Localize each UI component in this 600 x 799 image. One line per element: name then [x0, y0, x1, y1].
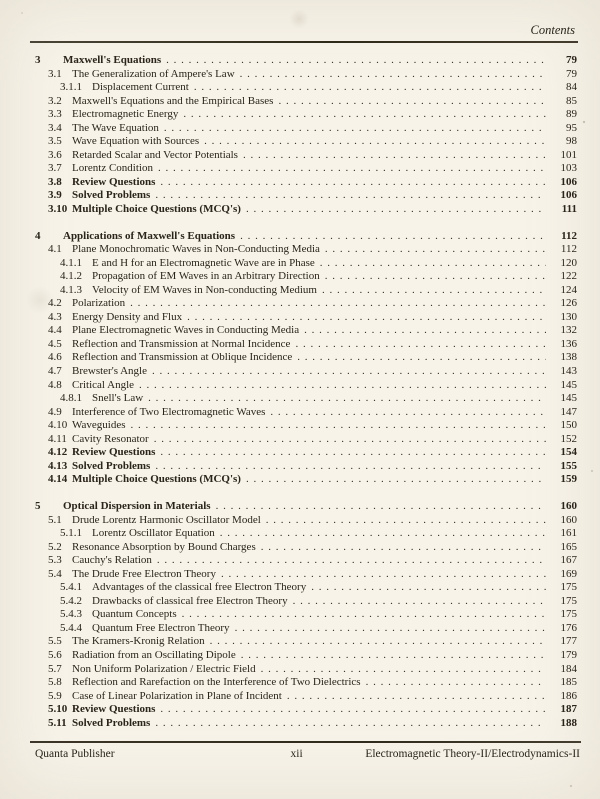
entry-title: Multiple Choice Questions (MCQ's) — [72, 203, 241, 216]
dot-leader — [261, 663, 546, 677]
page-footer — [0, 741, 600, 761]
toc-entry-row — [35, 68, 577, 82]
toc-entry-row — [35, 649, 577, 663]
entry-page-number: 152 — [560, 432, 577, 445]
entry-page-number: 161 — [560, 527, 577, 540]
dot-leader — [311, 581, 546, 595]
entry-page-number: 186 — [560, 689, 577, 702]
dot-leader — [221, 568, 546, 582]
entry-title: Waveguides — [72, 419, 126, 432]
toc-entry-row — [35, 473, 577, 487]
entry-number: 4.9 — [48, 405, 62, 418]
toc-entry-row — [35, 311, 577, 325]
toc-entry-row — [35, 95, 577, 109]
entry-title: Displacement Current — [92, 81, 189, 94]
running-head-contents: Contents — [530, 23, 575, 37]
entry-title: Applications of Maxwell's Equations — [63, 229, 236, 242]
toc-entry-row — [35, 284, 577, 298]
toc-entry-row — [35, 149, 577, 163]
toc-entry-row — [35, 365, 577, 379]
footer-rule — [30, 741, 581, 743]
entry-number: 3.5 — [48, 135, 62, 148]
dot-leader — [293, 595, 546, 609]
entry-number: 4.1 — [48, 243, 62, 256]
entry-title: Lorentz Oscillator Equation — [92, 527, 215, 540]
entry-page-number: 188 — [560, 716, 577, 729]
entry-number: 5.10 — [48, 703, 68, 716]
entry-page-number: 111 — [561, 203, 577, 216]
dot-leader — [304, 324, 546, 338]
dot-leader — [152, 365, 546, 379]
entry-title: Review Questions — [72, 446, 156, 459]
dot-leader — [246, 473, 546, 487]
entry-title: Review Questions — [72, 703, 156, 716]
toc-entry-row — [35, 554, 577, 568]
entry-page-number: 138 — [560, 351, 577, 364]
entry-title: Review Questions — [72, 175, 156, 188]
entry-number: 3.7 — [48, 162, 62, 175]
entry-number: 5.2 — [48, 540, 62, 553]
dot-leader — [204, 135, 546, 149]
entry-title: E and H for an Electromagnetic Wave are in Phase — [92, 256, 315, 269]
dot-leader — [325, 270, 546, 284]
entry-number: 4.2 — [48, 297, 62, 310]
entry-number: 4 — [35, 229, 41, 242]
entry-page-number: 179 — [560, 648, 577, 661]
entry-number: 3.4 — [48, 121, 62, 134]
entry-title: The Kramers-Kronig Relation — [72, 635, 205, 648]
entry-title: Case of Linear Polarization in Plane of Incident — [72, 689, 282, 702]
entry-number: 3.2 — [48, 94, 62, 107]
toc-entry-row — [35, 433, 577, 447]
entry-title: Plane Electromagnetic Waves in Conducting Media — [72, 324, 300, 337]
entry-number: 4.11 — [48, 432, 67, 445]
toc-entry-row — [35, 703, 577, 717]
entry-title: Interference of Two Electromagnetic Waves — [72, 405, 266, 418]
toc-entry-row — [35, 392, 577, 406]
entry-page-number: 103 — [560, 162, 577, 175]
chapter-block — [35, 500, 577, 730]
entry-page-number: 101 — [560, 148, 577, 161]
entry-page-number: 98 — [566, 135, 577, 148]
entry-page-number: 177 — [560, 635, 577, 648]
dot-leader — [366, 676, 546, 690]
toc-entry-row — [35, 622, 577, 636]
entry-title: Plane Monochromatic Waves in Non-Conducting Media — [72, 243, 320, 256]
entry-title: Snell's Law — [92, 392, 144, 405]
entry-page-number: 79 — [566, 67, 577, 80]
entry-title: Quantum Free Electron Theory — [92, 621, 230, 634]
dot-leader — [139, 379, 546, 393]
entry-page-number: 175 — [560, 608, 577, 621]
toc-entry-row — [35, 406, 577, 420]
entry-title: Multiple Choice Questions (MCQ's) — [72, 473, 241, 486]
dot-leader — [160, 446, 546, 460]
entry-number: 4.8.1 — [60, 392, 82, 405]
entry-number: 3.10 — [48, 203, 68, 216]
entry-number: 5.4.2 — [60, 594, 82, 607]
entry-title: Maxwell's Equations and the Empirical Bases — [72, 94, 274, 107]
toc-entry-row — [35, 324, 577, 338]
dot-leader — [155, 717, 546, 731]
entry-page-number: 126 — [560, 297, 577, 310]
folio-page-number: xii — [290, 748, 303, 760]
dot-leader — [241, 649, 546, 663]
entry-page-number: 89 — [566, 108, 577, 121]
entry-number: 3.9 — [48, 189, 62, 202]
entry-page-number: 136 — [560, 337, 577, 350]
entry-number: 3.1.1 — [60, 81, 82, 94]
dot-leader — [131, 419, 547, 433]
book-title: Electromagnetic Theory-II/Electrodynamics-II — [365, 748, 580, 760]
toc-entry-row — [35, 581, 577, 595]
entry-page-number: 150 — [560, 419, 577, 432]
entry-number: 5.8 — [48, 676, 62, 689]
entry-page-number: 159 — [560, 473, 577, 486]
toc-entry-row — [35, 257, 577, 271]
entry-page-number: 130 — [560, 310, 577, 323]
entry-title: Drude Lorentz Harmonic Oscillator Model — [72, 513, 261, 526]
entry-number: 5 — [35, 499, 41, 512]
chapter-heading-row — [35, 54, 577, 68]
entry-title: Lorentz Condition — [72, 162, 153, 175]
dot-leader — [166, 54, 546, 68]
entry-title: Drawbacks of classical free Electron Theory — [92, 594, 288, 607]
dot-leader — [297, 351, 546, 365]
dot-leader — [182, 608, 546, 622]
entry-title: The Generalization of Ampere's Law — [72, 67, 235, 80]
entry-page-number: 175 — [560, 581, 577, 594]
dot-leader — [155, 460, 546, 474]
entry-page-number: 169 — [560, 567, 577, 580]
entry-page-number: 106 — [560, 189, 577, 202]
entry-number: 4.12 — [48, 446, 68, 459]
page-header — [0, 0, 600, 43]
entry-title: Energy Density and Flux — [72, 310, 183, 323]
toc-entry-row — [35, 176, 577, 190]
entry-number: 4.1.1 — [60, 256, 82, 269]
toc-entry-row — [35, 717, 577, 731]
entry-number: 4.5 — [48, 337, 62, 350]
entry-page-number: 112 — [561, 229, 577, 242]
entry-title: Solved Problems — [72, 189, 151, 202]
entry-page-number: 106 — [560, 175, 577, 188]
entry-page-number: 79 — [566, 54, 577, 66]
dot-leader — [240, 68, 546, 82]
entry-title: Wave Equation with Sources — [72, 135, 200, 148]
entry-page-number: 145 — [560, 392, 577, 405]
dot-leader — [148, 392, 546, 406]
dot-leader — [216, 500, 546, 514]
table-of-contents — [35, 54, 577, 730]
dot-leader — [220, 527, 546, 541]
toc-entry-row — [35, 527, 577, 541]
dot-leader — [210, 635, 546, 649]
entry-title: Brewster's Angle — [72, 365, 147, 378]
toc-entry-row — [35, 162, 577, 176]
entry-page-number: 160 — [560, 513, 577, 526]
entry-page-number: 185 — [560, 676, 577, 689]
entry-title: Reflection and Transmission at Oblique Incidence — [72, 351, 293, 364]
toc-entry-row — [35, 541, 577, 555]
dot-leader — [295, 338, 546, 352]
entry-page-number: 145 — [560, 378, 577, 391]
entry-title: Maxwell's Equations — [63, 54, 162, 66]
entry-title: Cauchy's Relation — [72, 554, 152, 567]
entry-title: Propagation of EM Waves in an Arbitrary Direction — [92, 270, 320, 283]
dot-leader — [157, 554, 546, 568]
dot-leader — [240, 230, 546, 244]
toc-entry-row — [35, 690, 577, 704]
entry-title: Reflection and Rarefaction on the Interference of Two Dielectrics — [72, 676, 361, 689]
entry-page-number: 122 — [560, 270, 577, 283]
toc-entry-row — [35, 270, 577, 284]
entry-number: 3.8 — [48, 175, 62, 188]
entry-title: Cavity Resonator — [72, 432, 149, 445]
entry-page-number: 167 — [560, 554, 577, 567]
entry-page-number: 112 — [560, 243, 577, 256]
entry-number: 3.6 — [48, 148, 62, 161]
entry-number: 4.4 — [48, 324, 62, 337]
dot-leader — [246, 203, 546, 217]
dot-leader — [266, 514, 546, 528]
toc-entry-row — [35, 446, 577, 460]
dot-leader — [320, 257, 546, 271]
entry-title: Polarization — [72, 297, 126, 310]
toc-entry-row — [35, 663, 577, 677]
entry-page-number: 120 — [560, 256, 577, 269]
entry-title: Advantages of the classical free Electron Theory — [92, 581, 307, 594]
header-rule — [30, 41, 578, 43]
entry-title: Non Uniform Polarization / Electric Field — [72, 662, 256, 675]
entry-page-number: 147 — [560, 405, 577, 418]
toc-entry-row — [35, 203, 577, 217]
entry-title: The Drude Free Electron Theory — [72, 567, 216, 580]
entry-number: 5.5 — [48, 635, 62, 648]
entry-page-number: 160 — [560, 499, 577, 512]
toc-entry-row — [35, 189, 577, 203]
toc-entry-row — [35, 595, 577, 609]
entry-number: 5.4 — [48, 567, 62, 580]
dot-leader — [261, 541, 546, 555]
toc-entry-row — [35, 608, 577, 622]
entry-number: 4.10 — [48, 419, 68, 432]
entry-page-number: 95 — [566, 121, 577, 134]
entry-page-number: 187 — [560, 703, 577, 716]
entry-page-number: 132 — [560, 324, 577, 337]
entry-page-number: 184 — [560, 662, 577, 675]
entry-number: 5.9 — [48, 689, 62, 702]
entry-number: 4.1.2 — [60, 270, 82, 283]
entry-title: Retarded Scalar and Vector Potentials — [72, 148, 238, 161]
entry-number: 5.11 — [48, 716, 67, 729]
entry-page-number: 165 — [560, 540, 577, 553]
dot-leader — [278, 95, 546, 109]
entry-title: Solved Problems — [72, 716, 151, 729]
entry-number: 5.7 — [48, 662, 62, 675]
toc-entry-row — [35, 676, 577, 690]
entry-number: 3.3 — [48, 108, 62, 121]
publisher-name: Quanta Publisher — [35, 748, 115, 760]
dot-leader — [187, 311, 546, 325]
entry-number: 4.3 — [48, 310, 62, 323]
entry-title: Reflection and Transmission at Normal Incidence — [72, 337, 291, 350]
chapter-heading-row — [35, 500, 577, 514]
entry-title: Quantum Concepts — [92, 608, 177, 621]
entry-number: 4.13 — [48, 459, 68, 472]
dot-leader — [164, 122, 546, 136]
toc-entry-row — [35, 568, 577, 582]
entry-page-number: 84 — [566, 81, 577, 94]
dot-leader — [235, 622, 546, 636]
dot-leader — [155, 189, 546, 203]
dot-leader — [158, 162, 546, 176]
entry-number: 4.1.3 — [60, 283, 82, 296]
entry-page-number: 124 — [560, 283, 577, 296]
entry-page-number: 85 — [566, 94, 577, 107]
dot-leader — [183, 108, 546, 122]
dot-leader — [287, 690, 546, 704]
toc-entry-row — [35, 108, 577, 122]
entry-page-number: 155 — [560, 459, 577, 472]
entry-title: Solved Problems — [72, 459, 151, 472]
entry-title: Electromagnetic Energy — [72, 108, 179, 121]
toc-entry-row — [35, 379, 577, 393]
toc-entry-row — [35, 297, 577, 311]
chapter-block — [35, 54, 577, 217]
toc-entry-row — [35, 635, 577, 649]
entry-number: 3.1 — [48, 67, 62, 80]
chapter-block — [35, 230, 577, 487]
toc-entry-row — [35, 419, 577, 433]
entry-title: Radiation from an Oscillating Dipole — [72, 648, 236, 661]
entry-title: Critical Angle — [72, 378, 135, 391]
dot-leader — [160, 176, 546, 190]
entry-number: 3 — [35, 54, 41, 66]
dot-leader — [322, 284, 546, 298]
toc-entry-row — [35, 514, 577, 528]
entry-title: Velocity of EM Waves in Non-conducting Medium — [92, 283, 317, 296]
entry-number: 5.4.1 — [60, 581, 82, 594]
entry-number: 4.6 — [48, 351, 62, 364]
dot-leader — [270, 406, 546, 420]
toc-entry-row — [35, 460, 577, 474]
dot-leader — [160, 703, 546, 717]
entry-title: Resonance Absorption by Bound Charges — [72, 540, 256, 553]
entry-number: 5.3 — [48, 554, 62, 567]
entry-page-number: 176 — [560, 621, 577, 634]
entry-number: 5.1 — [48, 513, 62, 526]
chapter-heading-row — [35, 230, 577, 244]
entry-title: The Wave Equation — [72, 121, 159, 134]
entry-number: 4.8 — [48, 378, 62, 391]
entry-number: 4.7 — [48, 365, 62, 378]
entry-page-number: 143 — [560, 365, 577, 378]
dot-leader — [154, 433, 546, 447]
entry-title: Optical Dispersion in Materials — [63, 499, 211, 512]
entry-page-number: 175 — [560, 594, 577, 607]
entry-number: 5.6 — [48, 648, 62, 661]
entry-number: 5.4.3 — [60, 608, 82, 621]
toc-entry-row — [35, 243, 577, 257]
toc-entry-row — [35, 351, 577, 365]
toc-entry-row — [35, 81, 577, 95]
dot-leader — [130, 297, 546, 311]
toc-entry-row — [35, 338, 577, 352]
dot-leader — [325, 243, 546, 257]
entry-number: 5.1.1 — [60, 527, 82, 540]
dot-leader — [243, 149, 546, 163]
entry-page-number: 154 — [560, 446, 577, 459]
entry-number: 5.4.4 — [60, 621, 82, 634]
toc-entry-row — [35, 122, 577, 136]
dot-leader — [194, 81, 546, 95]
entry-number: 4.14 — [48, 473, 68, 486]
toc-entry-row — [35, 135, 577, 149]
